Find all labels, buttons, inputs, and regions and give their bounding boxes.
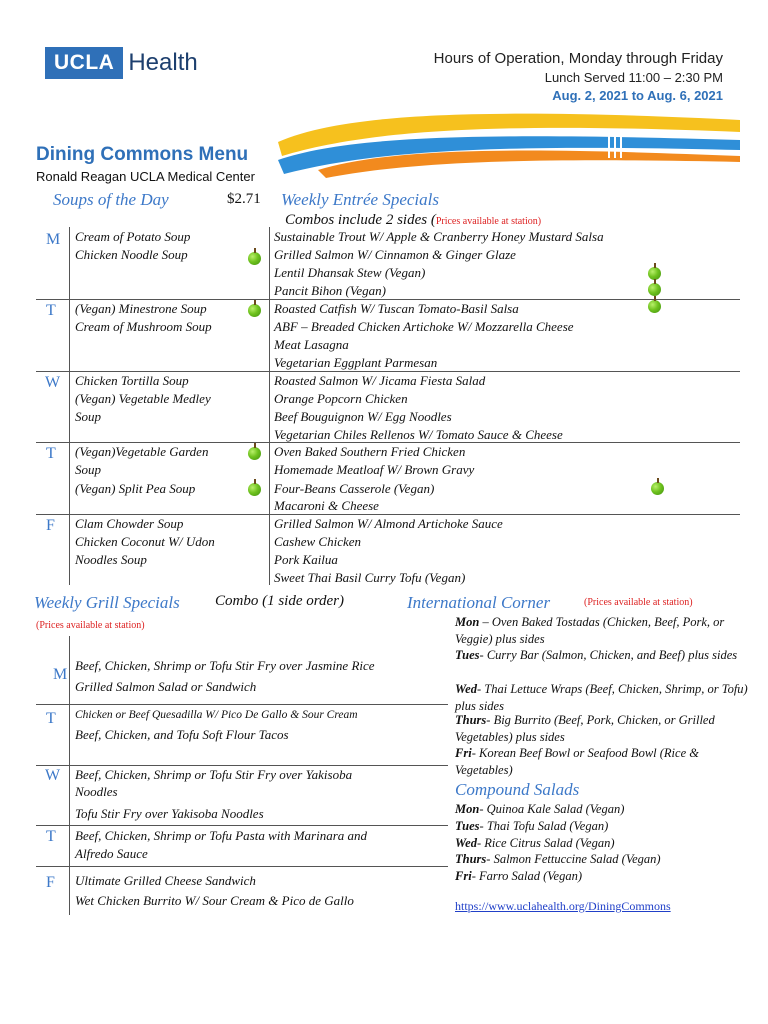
- day-label-fri: F: [46, 517, 55, 534]
- entree-item: Orange Popcorn Chicken: [274, 391, 408, 406]
- grill-item: Noodles: [75, 784, 118, 799]
- grill-heading: Weekly Grill Specials: [34, 593, 180, 612]
- grill-item: Beef, Chicken, Shrimp or Tofu Stir Fry over Jasmine Rice: [75, 658, 375, 673]
- grill-prices-note: (Prices available at station): [36, 620, 145, 631]
- grill-item: Beef, Chicken, and Tofu Soft Flour Tacos: [75, 727, 289, 742]
- grill-day-wed: W: [45, 767, 61, 784]
- page-subtitle: Ronald Reagan UCLA Medical Center: [36, 169, 255, 184]
- salad-item-wed: Wed- Rice Citrus Salad (Vegan): [455, 836, 615, 850]
- row-divider: [36, 866, 448, 867]
- entree-item: Meat Lasagna: [274, 337, 349, 352]
- soup-item: Clam Chowder Soup: [75, 516, 184, 531]
- entree-item: Vegetarian Chiles Rellenos W/ Tomato Sauce & Cheese: [274, 427, 563, 442]
- entree-item: Vegetarian Eggplant Parmesan: [274, 355, 438, 370]
- day-prefix: Fri: [455, 869, 472, 883]
- entree-item: Homemade Meatloaf W/ Brown Gravy: [274, 462, 475, 477]
- green-apple-icon: [648, 300, 661, 313]
- logo-box: UCLA: [45, 47, 123, 79]
- grill-item: Tofu Stir Fry over Yakisoba Noodles: [75, 806, 264, 821]
- soup-item: (Vegan)Vegetable Garden: [75, 444, 209, 459]
- day-label-mon: M: [46, 231, 61, 248]
- dining-commons-link[interactable]: https://www.uclahealth.org/DiningCommons: [455, 899, 671, 913]
- salad-item-tues: Tues- Thai Tofu Salad (Vegan): [455, 819, 609, 833]
- grill-item: Chicken or Beef Quesadilla W/ Pico De Gallo & Sour Cream: [75, 709, 358, 721]
- entree-heading: Weekly Entrée Specials: [281, 190, 439, 209]
- salad-item-thurs: Thurs- Salmon Fettuccine Salad (Vegan): [455, 852, 661, 866]
- green-apple-icon: [248, 252, 261, 265]
- entree-item: Roasted Salmon W/ Jicama Fiesta Salad: [274, 373, 486, 388]
- entree-item: Sweet Thai Basil Curry Tofu (Vegan): [274, 570, 466, 585]
- utensil-swoosh-graphic: [278, 112, 740, 182]
- day-prefix: Tues: [455, 819, 480, 833]
- soups-heading: Soups of the Day: [53, 190, 169, 209]
- entree-item: Grilled Salmon W/ Cinnamon & Ginger Glaze: [274, 247, 516, 262]
- logo-word: Health: [128, 49, 198, 76]
- soup-item: Noodles Soup: [75, 552, 147, 567]
- international-prices-note: (Prices available at station): [584, 597, 693, 608]
- soup-item: Soup: [75, 462, 101, 477]
- entree-item: Beef Bouguignon W/ Egg Noodles: [274, 409, 452, 424]
- international-item-wed: Wed- Thai Lettuce Wraps (Beef, Chicken, Shrimp, or Tofu) plus sides: [455, 682, 748, 713]
- entree-item: Macaroni & Cheese: [274, 498, 379, 513]
- entree-item: Roasted Catfish W/ Tuscan Tomato-Basil Salsa: [274, 301, 519, 316]
- salad-item-mon: Mon- Quinoa Kale Salad (Vegan): [455, 802, 625, 816]
- soup-item: (Vegan) Split Pea Soup: [75, 481, 196, 496]
- soup-item: Cream of Potato Soup: [75, 229, 191, 244]
- green-apple-icon: [248, 483, 261, 496]
- row-divider: [36, 825, 448, 826]
- soup-item: (Vegan) Vegetable Medley: [75, 391, 211, 406]
- table-divider: [269, 227, 270, 585]
- grill-combo-note: Combo (1 side order): [215, 593, 345, 609]
- grill-item: Alfredo Sauce: [75, 846, 148, 861]
- international-item-fri: Fri- Korean Beef Bowl or Seafood Bowl (Rice & Vegetables): [455, 746, 699, 777]
- grill-day-mon: M: [53, 666, 68, 683]
- day-prefix: Mon: [455, 615, 480, 629]
- soup-price: $2.71: [227, 191, 261, 207]
- salad-item-fri: Fri- Farro Salad (Vegan): [455, 869, 582, 883]
- entree-item: Pancit Bihon (Vegan): [274, 283, 386, 298]
- entree-item: Oven Baked Southern Fried Chicken: [274, 444, 466, 459]
- entree-item: Four-Beans Casserole (Vegan): [274, 481, 435, 496]
- grill-item: Grilled Salmon Salad or Sandwich: [75, 679, 257, 694]
- day-prefix: Fri: [455, 746, 472, 760]
- ucla-health-logo: [45, 46, 198, 80]
- international-heading: International Corner: [407, 593, 551, 612]
- day-prefix: Thurs: [455, 852, 487, 866]
- entree-item: Sustainable Trout W/ Apple & Cranberry Honey Mustard Salsa: [274, 229, 604, 244]
- grill-item: Wet Chicken Burrito W/ Sour Cream & Pico de Gallo: [75, 893, 354, 908]
- grill-day-tue: T: [46, 710, 56, 727]
- combos-text: Combos include 2 sides (: [285, 212, 436, 228]
- table-divider: [69, 636, 70, 915]
- grill-day-fri: F: [46, 874, 55, 891]
- entree-item: Cashew Chicken: [274, 534, 362, 549]
- day-prefix: Mon: [455, 802, 480, 816]
- international-item-mon: Mon – Oven Baked Tostadas (Chicken, Beef, Pork, or Veggie) plus sides: [455, 615, 725, 646]
- grill-day-thu: T: [46, 828, 56, 845]
- green-apple-icon: [651, 482, 664, 495]
- soup-item: Soup: [75, 409, 101, 424]
- soup-item: Chicken Coconut W/ Udon: [75, 534, 215, 549]
- page-title: Dining Commons Menu: [36, 144, 249, 165]
- day-label-wed: W: [45, 374, 61, 391]
- hours-of-operation: [434, 49, 723, 106]
- soup-item: Cream of Mushroom Soup: [75, 319, 212, 334]
- entree-combos-note: [285, 212, 541, 229]
- day-prefix: Wed: [455, 682, 477, 696]
- row-divider: [36, 704, 448, 705]
- entree-prices-note: Prices available at station): [435, 216, 542, 227]
- day-label-thu: T: [46, 445, 56, 462]
- day-prefix: Wed: [455, 836, 477, 850]
- international-item-thurs: Thurs- Big Burrito (Beef, Pork, Chicken, or Grilled Vegetables) plus sides: [455, 713, 715, 744]
- soup-item: Chicken Tortilla Soup: [75, 373, 189, 388]
- hours-line: Hours of Operation, Monday through Friday: [433, 50, 723, 67]
- grill-item: Ultimate Grilled Cheese Sandwich: [75, 873, 256, 888]
- soup-item: (Vegan) Minestrone Soup: [75, 301, 207, 316]
- green-apple-icon: [248, 304, 261, 317]
- green-apple-icon: [648, 283, 661, 296]
- day-prefix: Tues: [455, 648, 480, 662]
- entree-item: Lentil Dhansak Stew (Vegan): [274, 265, 426, 280]
- soup-item: Chicken Noodle Soup: [75, 247, 188, 262]
- entree-item: Grilled Salmon W/ Almond Artichoke Sauce: [274, 516, 503, 531]
- entree-item: Pork Kailua: [274, 552, 338, 567]
- day-label-tue: T: [46, 302, 56, 319]
- international-item-tues: Tues- Curry Bar (Salmon, Chicken, and Beef) plus sides: [455, 648, 738, 662]
- grill-item: Beef, Chicken, Shrimp or Tofu Stir Fry over Yakisoba: [75, 767, 353, 782]
- salads-heading: Compound Salads: [455, 780, 580, 799]
- entree-item: ABF – Breaded Chicken Artichoke W/ Mozzarella Cheese: [274, 319, 574, 334]
- table-divider: [69, 227, 70, 585]
- lunch-hours: Lunch Served 11:00 – 2:30 PM: [544, 70, 723, 85]
- menu-dates: Aug. 2, 2021 to Aug. 6, 2021: [552, 88, 723, 103]
- grill-item: Beef, Chicken, Shrimp or Tofu Pasta with Marinara and: [75, 828, 368, 843]
- green-apple-icon: [248, 447, 261, 460]
- day-prefix: Thurs: [455, 713, 487, 727]
